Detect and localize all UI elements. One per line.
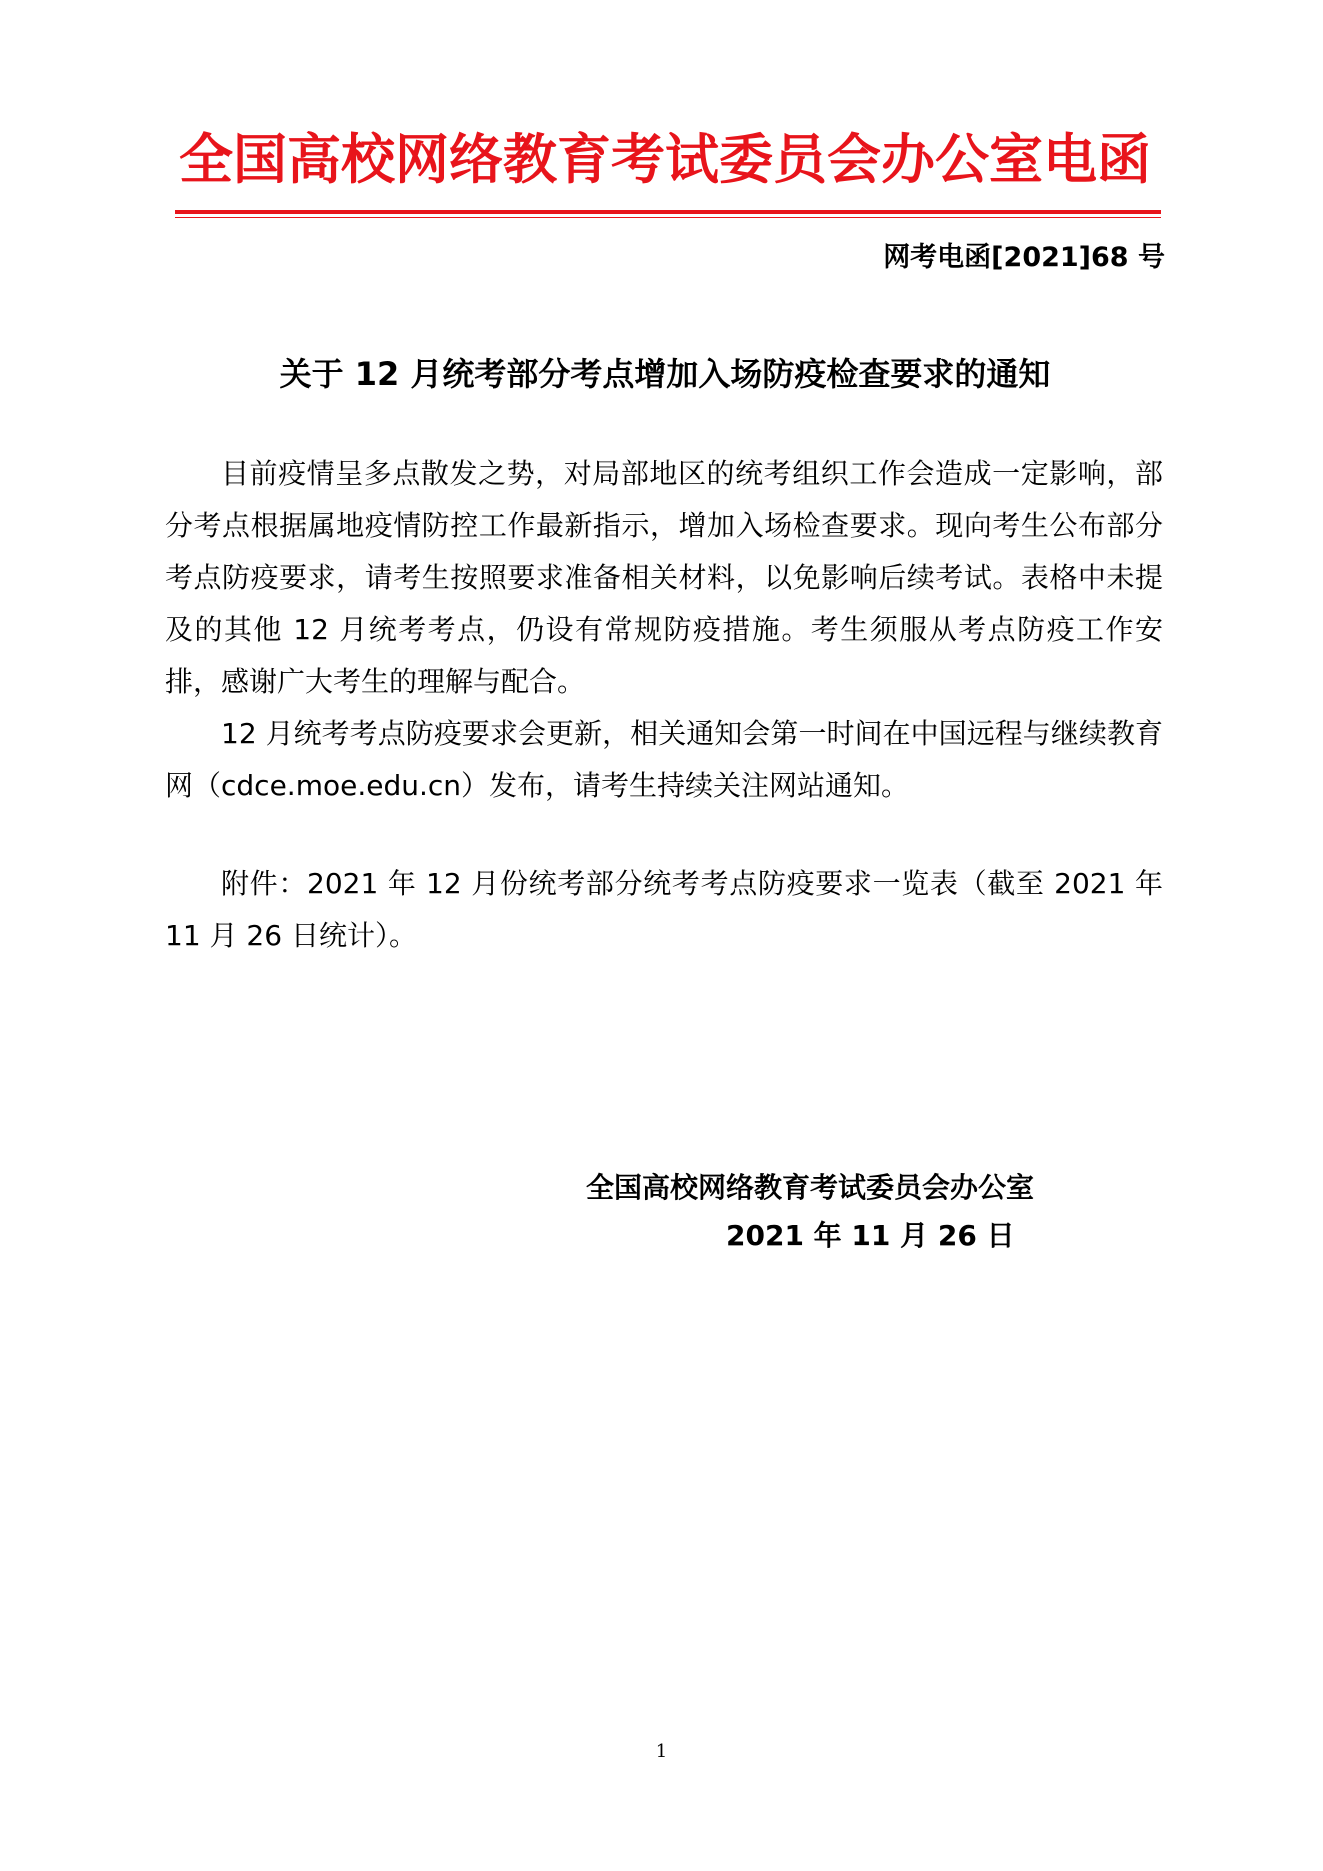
body-paragraph-2: 12 月统考考点防疫要求会更新，相关通知会第一时间在中国远程与继续教育网（cdce.moe.edu.cn）发布，请考生持续关注网站通知。 [165, 717, 1163, 802]
page-number: 1 [655, 1741, 668, 1762]
signature-organization: 全国高校网络教育考试委员会办公室 [586, 1171, 1035, 1204]
letterhead-rule-thick [175, 210, 1161, 214]
attachment-note: 附件：2021 年 12 月份统考部分统考考点防疫要求一览表（截至 2021 年 11 月 26 日统计）。 [165, 867, 1163, 952]
signature-date: 2021 年 11 月 26 日 [726, 1219, 1015, 1252]
letterhead-rule-thin [175, 217, 1161, 218]
document-title: 关于 12 月统考部分考点增加入场防疫检查要求的通知 [279, 355, 1051, 393]
body-paragraph-1: 目前疫情呈多点散发之势，对局部地区的统考组织工作会造成一定影响，部分考点根据属地疫情防控工作最新指示，增加入场检查要求。现向考生公布部分考点防疫要求，请考生按照要求准备相关材料，以免影响后续考试。表格中未提及的其他 12 月统考考点，仍设有常规防疫措施。考生须服从考点防疫工作安排，感谢广大考生的理解与配合。 [165, 457, 1163, 698]
letterhead-title: 全国高校网络教育考试委员会办公室电函 [179, 128, 1151, 191]
document-number: 网考电函[2021]68 号 [883, 242, 1165, 273]
